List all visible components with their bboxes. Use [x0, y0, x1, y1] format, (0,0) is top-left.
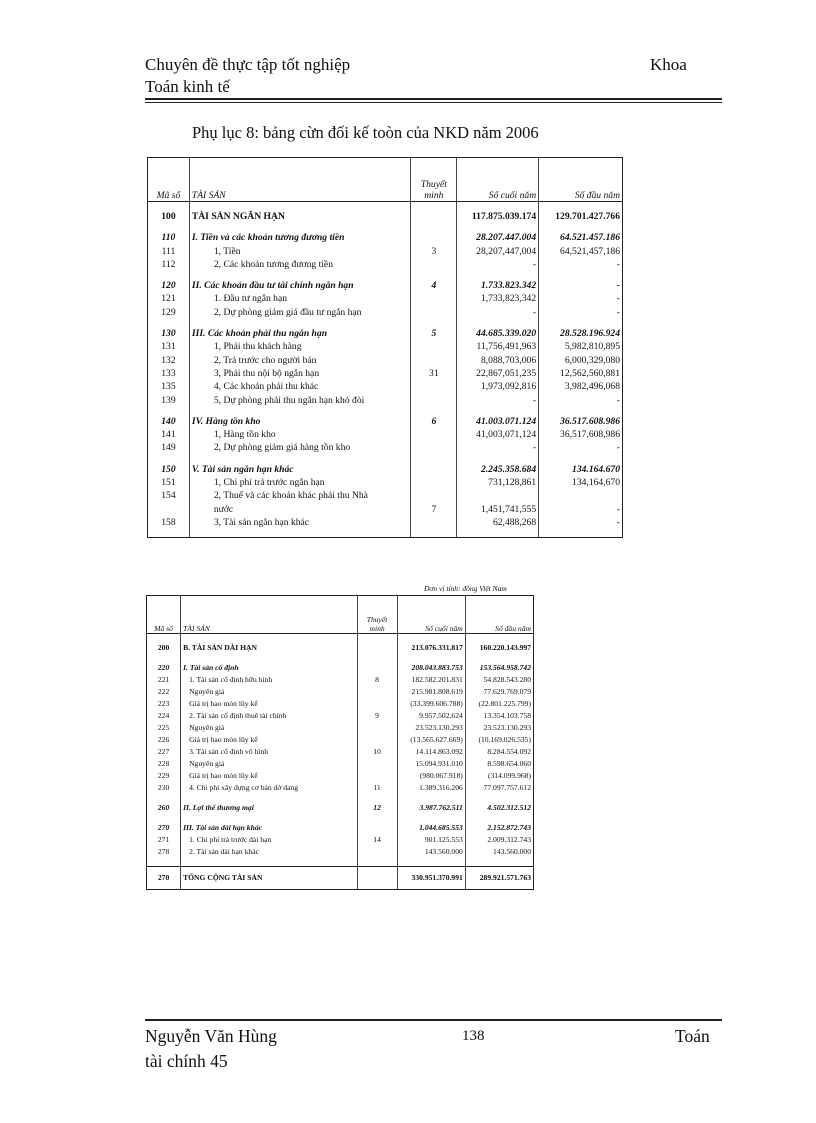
row-code: 100	[161, 211, 176, 222]
table-row	[148, 503, 623, 516]
short-term-assets-table	[147, 157, 623, 538]
row-label: 3, Tài sản ngắn hạn khác	[189, 516, 411, 529]
row-begin-value: 153.564.958.742	[465, 662, 533, 674]
row-end-value: 215.981.808.619	[397, 686, 465, 698]
row-end-value: 182.582.201.831	[397, 674, 465, 686]
row-begin-value: -	[539, 258, 623, 271]
row-end-value: 143.560.000	[397, 846, 465, 858]
row-note: 9	[357, 710, 397, 722]
footer-rule	[145, 1019, 722, 1021]
row-begin-value: 129.701.427.766	[539, 210, 623, 223]
row-note	[357, 686, 397, 698]
row-end-value: 22,867,051,235	[457, 367, 539, 380]
total-code: 270	[147, 867, 181, 890]
row-end-value: -	[457, 394, 539, 407]
table-row	[148, 354, 623, 367]
table-row	[147, 710, 534, 722]
row-end-value: 28.207.447.004	[457, 231, 539, 244]
row-note	[411, 258, 457, 271]
row-end-value: 15.094.931.010	[397, 758, 465, 770]
row-end-value	[457, 489, 539, 502]
row-begin-value: -	[539, 516, 623, 529]
unit-note: Đơn vị tính: đồng Việt Nam	[424, 584, 507, 593]
table-row	[148, 210, 623, 223]
row-begin-value: 3,982,496,068	[539, 380, 623, 393]
table-row	[147, 698, 534, 710]
header-faculty: Khoa	[650, 55, 687, 74]
row-label: 4. Chi phí xây dựng cơ bản dở dang	[181, 782, 357, 794]
row-note	[357, 662, 397, 674]
row-end-value: 208.043.883.753	[397, 662, 465, 674]
row-code: 149	[161, 442, 176, 454]
row-label: 1, Tiền	[189, 245, 411, 258]
header-rule-thick	[145, 98, 722, 100]
row-note: 12	[357, 802, 397, 814]
row-end-value: -	[457, 441, 539, 454]
row-begin-value: 143.560.000	[465, 846, 533, 858]
row-end-value: 23.523.130.293	[397, 722, 465, 734]
row-code: 200	[157, 643, 170, 652]
row-code: 158	[161, 516, 176, 528]
row-begin-value: (314.099.968)	[465, 770, 533, 782]
row-end-value: (13.565.627.669)	[397, 734, 465, 746]
row-note	[411, 441, 457, 454]
row-note	[357, 642, 397, 654]
row-begin-value: 8.598.654.060	[465, 758, 533, 770]
row-label: V. Tài sản ngắn hạn khác	[189, 463, 411, 476]
row-begin-value: 36,517,608,986	[539, 428, 623, 441]
footer-right: Toán	[675, 1026, 710, 1046]
row-begin-value: 54.828.543.280	[465, 674, 533, 686]
row-label: 3. Tài sản cố định vô hình	[181, 746, 357, 758]
row-label: Giá trị hao mòn lũy kế	[181, 734, 357, 746]
row-end-value: (980.067.918)	[397, 770, 465, 782]
header-title-line1: Chuyên đề thực tập tốt nghiệp	[145, 55, 351, 74]
row-note: 8	[357, 674, 397, 686]
row-label: III. Các khoản phải thu ngắn hạn	[189, 327, 411, 340]
col-header-begin: Số đầu năm	[539, 158, 623, 202]
row-end-value: 901.125.553	[397, 834, 465, 846]
row-label: 3, Phải thu nội bộ ngắn hạn	[189, 367, 411, 380]
row-label: 2, Thuế và các khoản khác phải thu Nhà	[189, 489, 411, 502]
row-note: 3	[411, 245, 457, 258]
row-begin-value: -	[539, 441, 623, 454]
row-code: 110	[161, 232, 176, 244]
row-code: 140	[161, 415, 176, 427]
row-begin-value: 77.097.757.612	[465, 782, 533, 794]
row-end-value: 1.389.316.206	[397, 782, 465, 794]
row-label: Nguyên giá	[181, 758, 357, 770]
row-note	[411, 394, 457, 407]
row-note	[411, 292, 457, 305]
row-begin-value: -	[539, 279, 623, 292]
table-row	[147, 802, 534, 814]
row-label: 2, Dự phòng giảm giá đầu tư ngắn hạn	[189, 306, 411, 319]
row-code: 270	[157, 823, 170, 832]
row-label: 2, Các khoản tương đương tiền	[189, 258, 411, 271]
row-label: TÀI SẢN NGẮN HẠN	[189, 210, 411, 223]
col-header-code: Mã số	[148, 158, 190, 202]
row-note	[411, 231, 457, 244]
row-code: 139	[161, 394, 176, 406]
row-end-value: 62,488,268	[457, 516, 539, 529]
row-note	[411, 516, 457, 529]
table-row	[148, 516, 623, 529]
row-note	[411, 489, 457, 502]
row-code: 131	[161, 341, 176, 353]
table-row	[148, 441, 623, 454]
row-begin-value: (10.169.026.535)	[465, 734, 533, 746]
row-label: 5, Dự phòng phải thu ngắn hạn khó đòi	[189, 394, 411, 407]
row-label: 1, Chi phí trả trước ngắn hạn	[189, 476, 411, 489]
row-code: 112	[161, 258, 176, 270]
row-label: Nguyên giá	[181, 686, 357, 698]
row-code: 228	[157, 759, 170, 768]
row-label: 1. Chi phí trả trước dài hạn	[181, 834, 357, 846]
row-begin-value: 160.220.143.997	[465, 642, 533, 654]
table-row	[148, 340, 623, 353]
row-label: Giá trị hao mòn lũy kế	[181, 770, 357, 782]
row-label: I. Tiền và các khoản tương đương tiền	[189, 231, 411, 244]
row-end-value: 44.685.339.020	[457, 327, 539, 340]
doc-title: Phụ lục 8: bảng cừn đối kế toòn của NKD năm 2006	[192, 123, 539, 142]
row-label: nước	[189, 503, 411, 516]
table-row	[148, 306, 623, 319]
row-label: 2. Tài sản dài hạn khác	[181, 846, 357, 858]
row-label: 1. Đầu tư ngắn hạn	[189, 292, 411, 305]
row-note: 31	[411, 367, 457, 380]
row-code: 271	[157, 835, 170, 844]
row-note	[411, 306, 457, 319]
row-label: III. Tài sản dài hạn khác	[181, 822, 357, 834]
row-note: 6	[411, 415, 457, 428]
row-end-value: 1,973,092,816	[457, 380, 539, 393]
row-code: 225	[157, 723, 170, 732]
row-begin-value: 8.284.554.092	[465, 746, 533, 758]
row-label: II. Các khoản đầu tư tài chính ngắn hạn	[189, 279, 411, 292]
row-code: 230	[157, 783, 170, 792]
table-row	[147, 686, 534, 698]
row-code: 130	[161, 328, 176, 340]
row-note: 7	[411, 503, 457, 516]
row-end-value: 1,451,741,555	[457, 503, 539, 516]
col-header-asset: TÀI SẢN	[181, 596, 357, 634]
table-row	[147, 822, 534, 834]
row-end-value: 1.733.823.342	[457, 279, 539, 292]
row-note	[357, 846, 397, 858]
row-note	[357, 722, 397, 734]
header-rule-thin	[145, 102, 722, 103]
row-begin-value: 23.523.130.293	[465, 722, 533, 734]
row-label: 1, Hàng tồn kho	[189, 428, 411, 441]
row-end-value: 9.957.502.624	[397, 710, 465, 722]
row-code: 151	[161, 477, 176, 489]
row-note	[357, 698, 397, 710]
row-end-value: 3.987.762.511	[397, 802, 465, 814]
row-label: II. Lợi thế thương mại	[181, 802, 357, 814]
table-row	[147, 758, 534, 770]
header-title-line2: Toán kinh tế	[145, 77, 230, 96]
row-begin-value: 6,000,329,080	[539, 354, 623, 367]
row-note	[411, 463, 457, 476]
table-row	[148, 231, 623, 244]
row-note	[411, 476, 457, 489]
row-end-value: (33.399.606.788)	[397, 698, 465, 710]
col-header-note: Thuyết minh	[357, 596, 397, 634]
row-end-value: -	[457, 306, 539, 319]
table-row	[147, 746, 534, 758]
footer-author: Nguyễn Văn Hùng	[145, 1026, 277, 1046]
total-end-value: 330.951.370.991	[397, 867, 465, 890]
col-header-end: Số cuối năm	[457, 158, 539, 202]
table-row	[147, 846, 534, 858]
table-row	[147, 834, 534, 846]
row-begin-value: 134.164.670	[539, 463, 623, 476]
table-row	[147, 734, 534, 746]
row-begin-value: 12,562,560,881	[539, 367, 623, 380]
row-code: 260	[157, 803, 170, 812]
row-begin-value: 134,164,670	[539, 476, 623, 489]
col-header-begin: Số đầu năm	[465, 596, 533, 634]
row-note	[357, 758, 397, 770]
row-code: 229	[157, 771, 170, 780]
row-end-value: 28,207,447,004	[457, 245, 539, 258]
row-begin-value: -	[539, 394, 623, 407]
row-code: 222	[157, 687, 170, 696]
row-code: 150	[161, 463, 176, 475]
row-note	[411, 380, 457, 393]
row-note	[357, 770, 397, 782]
table-row	[148, 463, 623, 476]
row-code: 141	[161, 429, 176, 441]
row-label: IV. Hàng tồn kho	[189, 415, 411, 428]
row-code: 221	[157, 675, 170, 684]
row-note	[357, 822, 397, 834]
row-code: 111	[161, 245, 176, 257]
row-end-value: 1.044.685.553	[397, 822, 465, 834]
table-row	[147, 674, 534, 686]
row-code: 135	[161, 381, 176, 393]
table-row	[148, 258, 623, 271]
table-row	[148, 380, 623, 393]
row-end-value: 41.003.071.124	[457, 415, 539, 428]
row-label: 2, Dự phòng giảm giá hàng tồn kho	[189, 441, 411, 454]
row-label: I. Tài sản cố định	[181, 662, 357, 674]
row-begin-value: 13.354.103.758	[465, 710, 533, 722]
page-number: 138	[462, 1028, 485, 1044]
row-end-value: 213.076.331.817	[397, 642, 465, 654]
table-row	[148, 489, 623, 502]
row-end-value: 731,128,861	[457, 476, 539, 489]
row-label: Giá trị hao mòn lũy kế	[181, 698, 357, 710]
row-end-value: 2.245.358.684	[457, 463, 539, 476]
table-row	[147, 662, 534, 674]
row-label: 2. Tài sản cố định thuê tài chính	[181, 710, 357, 722]
row-label: B. TÀI SẢN DÀI HẠN	[181, 642, 357, 654]
col-header-code: Mã số	[147, 596, 181, 634]
row-end-value: 8,088,703,006	[457, 354, 539, 367]
table-row	[148, 292, 623, 305]
row-code: 133	[161, 367, 176, 379]
row-label: 1. Tài sản cố định hữu hình	[181, 674, 357, 686]
row-begin-value: -	[539, 292, 623, 305]
row-code: 227	[157, 747, 170, 756]
row-begin-value: 64.521.457.186	[539, 231, 623, 244]
total-row	[147, 867, 534, 890]
row-end-value: -	[457, 258, 539, 271]
total-label: TỔNG CỘNG TÀI SẢN	[181, 867, 357, 890]
total-note	[357, 867, 397, 890]
row-code	[148, 503, 190, 516]
table-row	[148, 415, 623, 428]
footer-class: tài chính 45	[145, 1051, 228, 1071]
row-begin-value: 5,982,810,895	[539, 340, 623, 353]
table-row	[148, 367, 623, 380]
table-row	[148, 279, 623, 292]
row-code: 278	[157, 847, 170, 856]
row-begin-value: 4.502.312.512	[465, 802, 533, 814]
row-code: 121	[161, 293, 176, 305]
row-begin-value: -	[539, 503, 623, 516]
row-begin-value: 36.517.608.986	[539, 415, 623, 428]
row-code: 220	[157, 663, 170, 672]
row-label: Nguyên giá	[181, 722, 357, 734]
row-note: 11	[357, 782, 397, 794]
row-code: 120	[161, 280, 176, 292]
row-begin-value: (22.801.225.799)	[465, 698, 533, 710]
row-label: 4, Các khoản phải thu khác	[189, 380, 411, 393]
col-header-asset: TÀI SẢN	[189, 158, 411, 202]
col-header-note: Thuyết minh	[411, 158, 457, 202]
row-begin-value: 2.152.872.743	[465, 822, 533, 834]
row-end-value: 1,733,823,342	[457, 292, 539, 305]
row-code: 226	[157, 735, 170, 744]
table-row	[148, 394, 623, 407]
row-end-value: 117.875.039.174	[457, 210, 539, 223]
row-begin-value: -	[539, 306, 623, 319]
table-row	[148, 327, 623, 340]
long-term-assets-table	[146, 595, 534, 890]
row-note: 5	[411, 327, 457, 340]
table-row	[147, 642, 534, 654]
table-row	[147, 722, 534, 734]
total-begin-value: 289.921.571.763	[465, 867, 533, 890]
row-code: 154	[161, 490, 176, 502]
col-header-end: Số cuối năm	[397, 596, 465, 634]
table-row	[148, 245, 623, 258]
row-end-value: 14.114.863.092	[397, 746, 465, 758]
row-end-value: 11,756,491,963	[457, 340, 539, 353]
row-code: 224	[157, 711, 170, 720]
row-code: 132	[161, 354, 176, 366]
row-note	[411, 340, 457, 353]
table-row	[147, 770, 534, 782]
row-code: 223	[157, 699, 170, 708]
table-row	[147, 782, 534, 794]
row-note	[411, 354, 457, 367]
row-note	[411, 210, 457, 223]
table-row	[148, 428, 623, 441]
row-label: 2, Trả trước cho người bán	[189, 354, 411, 367]
row-begin-value: 64,521,457,186	[539, 245, 623, 258]
row-end-value: 41,003,071,124	[457, 428, 539, 441]
row-begin-value: 2.009.312.743	[465, 834, 533, 846]
row-begin-value: 77.629.769.079	[465, 686, 533, 698]
table-row	[148, 476, 623, 489]
row-note: 4	[411, 279, 457, 292]
row-begin-value	[539, 489, 623, 502]
row-begin-value: 28.528.196.924	[539, 327, 623, 340]
row-note	[411, 428, 457, 441]
row-note	[357, 734, 397, 746]
row-code: 129	[161, 306, 176, 318]
row-label: 1, Phải thu khách hàng	[189, 340, 411, 353]
row-note: 14	[357, 834, 397, 846]
row-note: 10	[357, 746, 397, 758]
